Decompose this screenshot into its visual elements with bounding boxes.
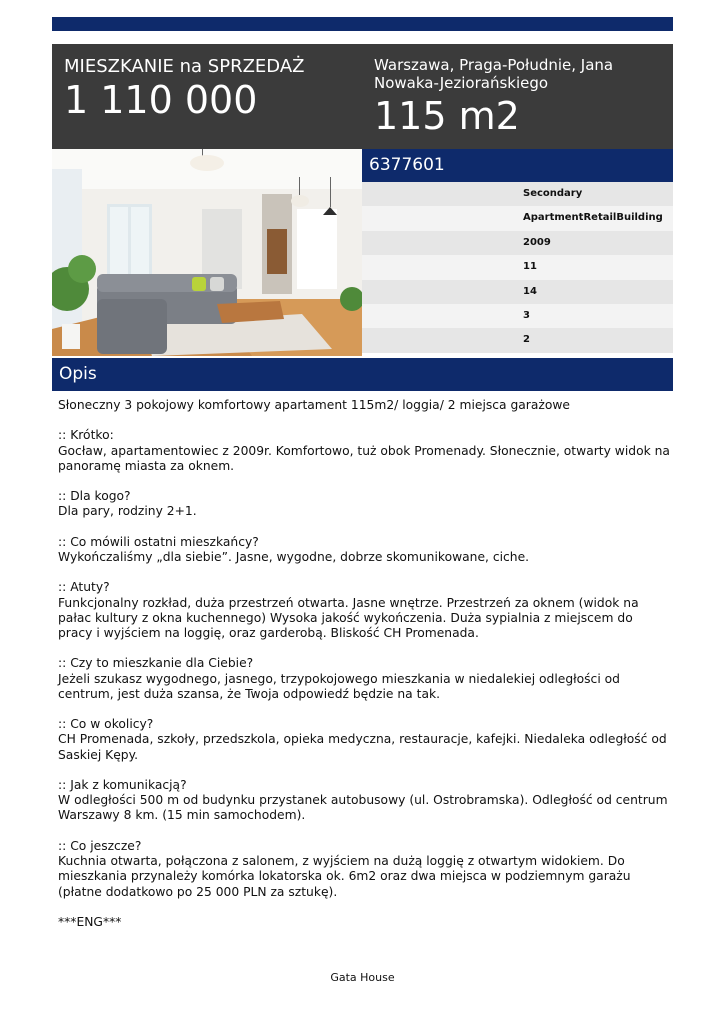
spec-value-7: 2 <box>362 328 673 352</box>
spec-value-4: 11 <box>362 255 673 279</box>
desc-line <box>58 565 670 580</box>
desc-line: Jeżeli szukasz wygodnego, jasnego, trzypokojowego mieszkania w niedalekiej odległości od centrum, jest duża szansa, że Twoja odpowiedź będzie na tak. <box>58 671 624 701</box>
desc-line: W odległości 500 m od budynku przystanek autobusowy (ul. Ostrobramska). Odległość od centrum Warszawy 8 km. (15 min samochodem). <box>58 793 672 823</box>
listing-header <box>52 44 673 149</box>
desc-line: :: Dla kogo? <box>58 489 131 504</box>
desc-line: Funkcjonalny rozkład, duża przestrzeń otwarta. Jasne wnętrze. Przestrzeń za oknem (widok na pałac kultury z okna kuchennego) Wysoka jakość wykończenia. Duża sypialnia z miejscem do pracy i wyjściem na loggię, oraz garderobą. Bliskość CH Promenada. <box>58 595 643 641</box>
spec-year: 2009 <box>362 231 673 255</box>
desc-line <box>58 520 670 535</box>
spec-value-6: 3 <box>362 304 673 328</box>
spec-value-5: 14 <box>362 280 673 304</box>
specs-table <box>362 182 673 353</box>
desc-line <box>58 474 670 489</box>
listing-type: MIESZKANIE na SPRZEDAŻ <box>64 56 305 77</box>
listing-id: 6377601 <box>362 149 673 182</box>
desc-line: :: Czy to mieszkanie dla Ciebie? <box>58 656 254 671</box>
desc-line <box>58 900 670 915</box>
desc-line: Wykończaliśmy „dla siebie”. Jasne, wygodne, dobrze skomunikowane, ciche. <box>58 550 530 565</box>
header-right <box>374 56 664 138</box>
spec-market: Secondary <box>362 182 673 206</box>
listing-price: 1 110 000 <box>64 78 258 122</box>
listing-area: 115 m2 <box>374 94 520 138</box>
desc-line: :: Co w okolicy? <box>58 717 154 732</box>
desc-line <box>58 413 670 428</box>
desc-line: :: Co mówili ostatni mieszkańcy? <box>58 534 259 549</box>
desc-line: :: Atuty? <box>58 580 110 595</box>
desc-line: :: Krótko: <box>58 428 114 443</box>
footer-company: Gata House <box>330 971 395 984</box>
desc-line: :: Co jeszcze? <box>58 838 142 853</box>
header-left <box>64 56 304 122</box>
desc-line: Gocław, apartamentowiec z 2009r. Komfortowo, tuż obok Promenady. Słonecznie, otwarty widok na panoramę miasta za oknem. <box>58 443 674 473</box>
top-accent-bar <box>52 17 673 31</box>
desc-line: Dla pary, rodziny 2+1. <box>58 504 197 519</box>
section-title-description: Opis <box>52 358 673 391</box>
description-text <box>58 398 674 930</box>
desc-line <box>58 641 670 656</box>
spec-building-type: ApartmentRetailBuilding <box>362 206 673 230</box>
desc-line: ***ENG*** <box>58 914 122 929</box>
desc-line: Kuchnia otwarta, połączona z salonem, z wyjściem na dużą loggię z otwartym widokiem. Do mieszkania przynależy komórka lokatorska ok. 6m2 oraz dwa miejsca w podziemnym garażu (płatne dodatkowo po 25 000 PLN za sztukę). <box>58 854 635 899</box>
desc-line: :: Jak z komunikacją? <box>58 778 187 793</box>
listing-address: Warszawa, Praga-Południe, Jana Nowaka-Jeziorańskiego <box>374 56 614 92</box>
apartment-photo <box>52 149 362 356</box>
desc-line: Słoneczny 3 pokojowy komfortowy apartament 115m2/ loggia/ 2 miejsca garażowe <box>58 398 571 412</box>
desc-line <box>58 702 670 717</box>
desc-line <box>58 763 670 778</box>
desc-line <box>58 824 670 839</box>
desc-line: CH Promenada, szkoły, przedszkola, opieka medyczna, restauracje, kafejki. Niedaleka odległość od Saskiej Kępy. <box>58 732 671 762</box>
